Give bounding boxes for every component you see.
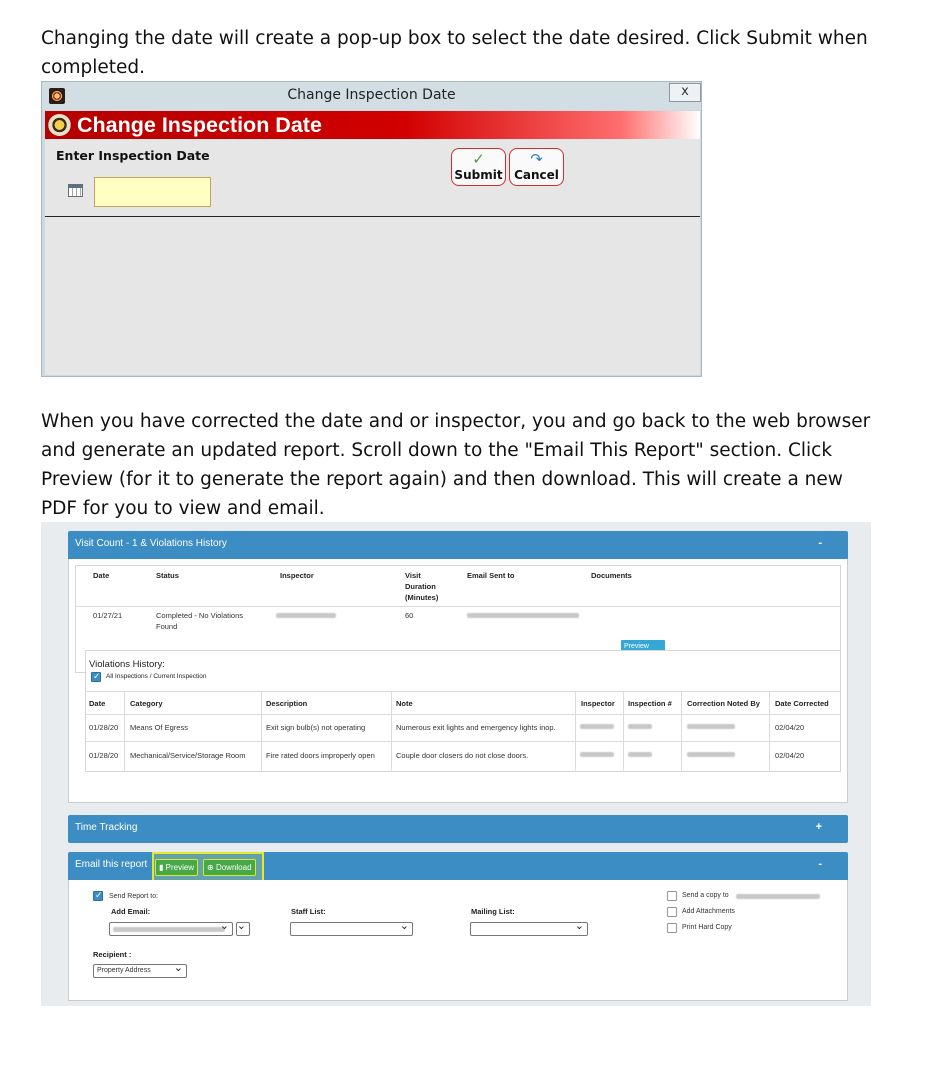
dialog-titlebar[interactable] [42,82,701,110]
staff-list-label: Staff List: [291,907,326,916]
col-duration-2: Duration [405,582,436,591]
preview-button[interactable]: ▮ Preview [155,859,198,876]
download-button[interactable]: ⊕ Download [203,859,256,876]
instruction-paragraph-2: When you have corrected the date and or inspector, you and go back to the web browser and generate an updated report. Scroll down to the "Email This Report" section. Click Preview (for it to generate the report again) and then download. This will create a new PDF for you to view and email. [41,411,871,519]
violation-date: 01/28/20 [89,751,119,760]
panel-title: Email this report [75,859,148,870]
cancel-button[interactable] [509,148,564,186]
vcol-date: Date [89,699,106,708]
redacted-email [736,894,820,899]
dialog-banner [45,111,700,139]
redacted-correction-by [687,752,735,757]
col-divider [623,692,624,772]
col-duration-3: (Minutes) [405,593,439,602]
col-divider [575,692,576,772]
submit-label: Submit [454,168,503,182]
col-email-sent: Email Sent to [467,571,515,580]
redacted-inspection-num [628,752,652,757]
vcol-correction-by: Correction Noted By [687,699,760,708]
vcol-category: Category [130,699,163,708]
banner-title: Change Inspection Date [77,113,322,137]
vcol-date-corrected: Date Corrected [775,699,829,708]
col-divider [769,692,770,772]
col-divider [261,692,262,772]
col-divider [681,692,682,772]
vcol-note: Note [396,699,413,708]
add-email-label: Add Email: [111,907,151,916]
visit-duration: 60 [405,611,414,620]
recipient-label: Recipient : [93,950,132,959]
send-report-checkbox[interactable] [93,891,103,901]
row-divider [76,606,840,607]
dialog-window-title: Change Inspection Date [287,87,456,103]
collapse-toggle[interactable]: - [818,537,822,549]
col-status: Status [156,571,179,580]
add-attachments-label: Add Attachments [682,908,735,915]
download-label: Download [215,863,252,872]
visit-status-2: Found [156,622,178,631]
send-copy-checkbox[interactable] [667,891,677,901]
visit-history-panel-header[interactable] [68,531,848,559]
send-copy-label: Send a copy to [682,892,729,899]
vcol-description: Description [266,699,308,708]
violations-title: Violations History: [89,659,165,670]
redacted-inspector [580,752,614,757]
violation-date: 01/28/20 [89,723,119,732]
instruction-paragraph-1: Changing the date will create a pop-up box to select the date desired. Click Submit when completed. [41,28,868,78]
redo-arrow-icon: ↷ [530,151,543,168]
dialog-body [45,111,700,375]
row-divider [86,691,840,692]
inspection-date-label: Enter Inspection Date [56,148,210,163]
seal-logo-icon [48,114,71,136]
print-hard-copy-label: Print Hard Copy [682,924,732,931]
cancel-label: Cancel [514,168,559,182]
all-inspections-label: All Inspections / Current Inspection [106,673,207,680]
preview-label: Preview [165,863,195,872]
vcol-inspector: Inspector [581,699,615,708]
col-documents: Documents [591,571,632,580]
redacted-correction-by [687,724,735,729]
add-email-dropdown[interactable] [236,922,250,936]
calendar-icon[interactable] [68,184,83,197]
visit-status-1: Completed - No Violations [156,611,243,620]
vcol-inspection-num: Inspection # [628,699,672,708]
mailing-list-select[interactable] [470,922,588,936]
redacted-inspection-num [628,724,652,729]
add-email-input[interactable] [109,922,233,936]
document-preview-button[interactable]: Preview [621,640,665,653]
col-divider [391,692,392,772]
divider [45,216,700,217]
col-duration-1: Visit [405,571,421,580]
violation-note: Couple door closers do not close doors. [396,751,529,760]
recipient-value: Property Address [97,967,151,974]
redacted-inspector [580,724,614,729]
change-inspection-date-dialog [41,81,702,377]
add-attachments-checkbox[interactable] [667,907,677,917]
expand-toggle[interactable]: + [815,821,822,833]
panel-title: Visit Count - 1 & Violations History [75,538,227,549]
web-report-screenshot [41,522,871,1006]
collapse-toggle[interactable]: - [818,858,822,870]
row-divider [86,714,840,715]
visit-date: 01/27/21 [93,611,123,620]
send-report-label: Send Report to: [109,893,159,900]
violation-date-corrected: 02/04/20 [775,751,805,760]
row-divider [86,741,840,742]
mailing-list-label: Mailing List: [471,907,515,916]
violations-history-box [85,650,841,772]
violation-category: Means Of Egress [130,723,188,732]
violation-description: Exit sign bulb(s) not operating [266,723,366,732]
inspection-date-input[interactable] [94,177,211,207]
panel-title: Time Tracking [75,822,138,833]
all-inspections-checkbox[interactable] [91,672,101,682]
col-date: Date [93,571,110,580]
visit-history-panel-body [68,559,848,803]
redacted-inspector [276,613,336,618]
staff-list-select[interactable] [290,922,413,936]
redacted-email [113,927,225,932]
violation-category: Mechanical/Service/Storage Room [130,751,246,760]
col-divider [124,692,125,772]
redacted-email [467,613,579,618]
submit-button[interactable] [451,148,506,186]
violation-date-corrected: 02/04/20 [775,723,805,732]
print-hard-copy-checkbox[interactable] [667,923,677,933]
close-button[interactable]: x [669,83,701,102]
violation-description: Fire rated doors improperly open [266,751,375,760]
col-inspector: Inspector [280,571,314,580]
violation-note: Numerous exit lights and emergency lights inop. [396,723,556,732]
recipient-select[interactable] [93,964,187,978]
checkmark-icon: ✓ [472,151,485,168]
email-report-panel-body [68,880,848,1001]
time-tracking-panel-header[interactable] [68,815,848,843]
